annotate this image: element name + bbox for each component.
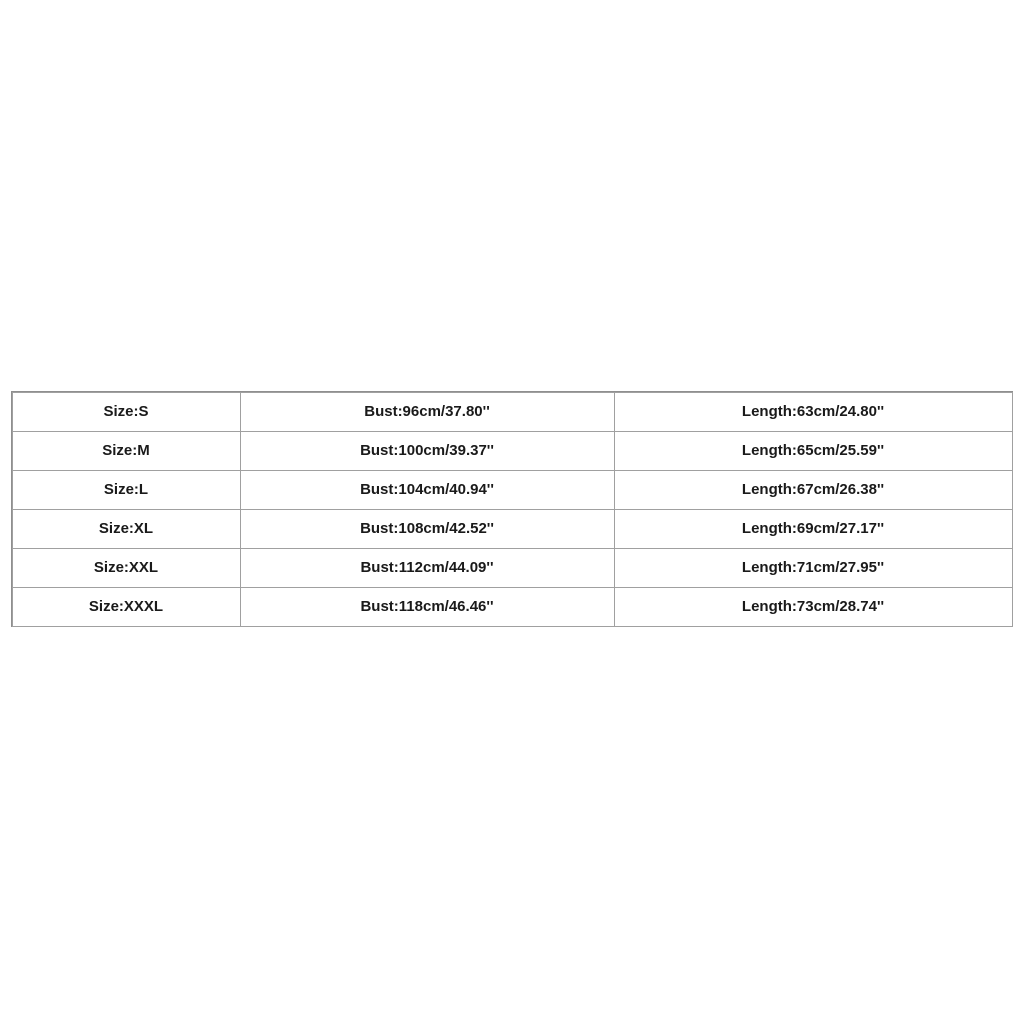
table-cell-bust: Bust:100cm/39.37'' bbox=[240, 431, 615, 471]
table-cell-size: Size:XXL bbox=[12, 548, 241, 588]
table-cell-bust: Bust:104cm/40.94'' bbox=[240, 470, 615, 510]
table-cell-length: Length:67cm/26.38'' bbox=[614, 470, 1013, 510]
table-cell-length: Length:73cm/28.74'' bbox=[614, 587, 1013, 627]
size-chart-table bbox=[11, 391, 1013, 627]
table-cell-bust: Bust:96cm/37.80'' bbox=[240, 392, 615, 432]
table-row bbox=[12, 587, 1012, 626]
table-row bbox=[12, 470, 1012, 509]
table-cell-bust: Bust:118cm/46.46'' bbox=[240, 587, 615, 627]
table-cell-size: Size:M bbox=[12, 431, 241, 471]
table-row bbox=[12, 509, 1012, 548]
table-cell-size: Size:XL bbox=[12, 509, 241, 549]
table-cell-size: Size:L bbox=[12, 470, 241, 510]
table-cell-bust: Bust:108cm/42.52'' bbox=[240, 509, 615, 549]
table-row bbox=[12, 392, 1012, 431]
table-cell-size: Size:S bbox=[12, 392, 241, 432]
table-row bbox=[12, 548, 1012, 587]
table-cell-length: Length:63cm/24.80'' bbox=[614, 392, 1013, 432]
table-cell-size: Size:XXXL bbox=[12, 587, 241, 627]
table-cell-length: Length:65cm/25.59'' bbox=[614, 431, 1013, 471]
table-cell-length: Length:71cm/27.95'' bbox=[614, 548, 1013, 588]
table-cell-length: Length:69cm/27.17'' bbox=[614, 509, 1013, 549]
table-cell-bust: Bust:112cm/44.09'' bbox=[240, 548, 615, 588]
table-row bbox=[12, 431, 1012, 470]
